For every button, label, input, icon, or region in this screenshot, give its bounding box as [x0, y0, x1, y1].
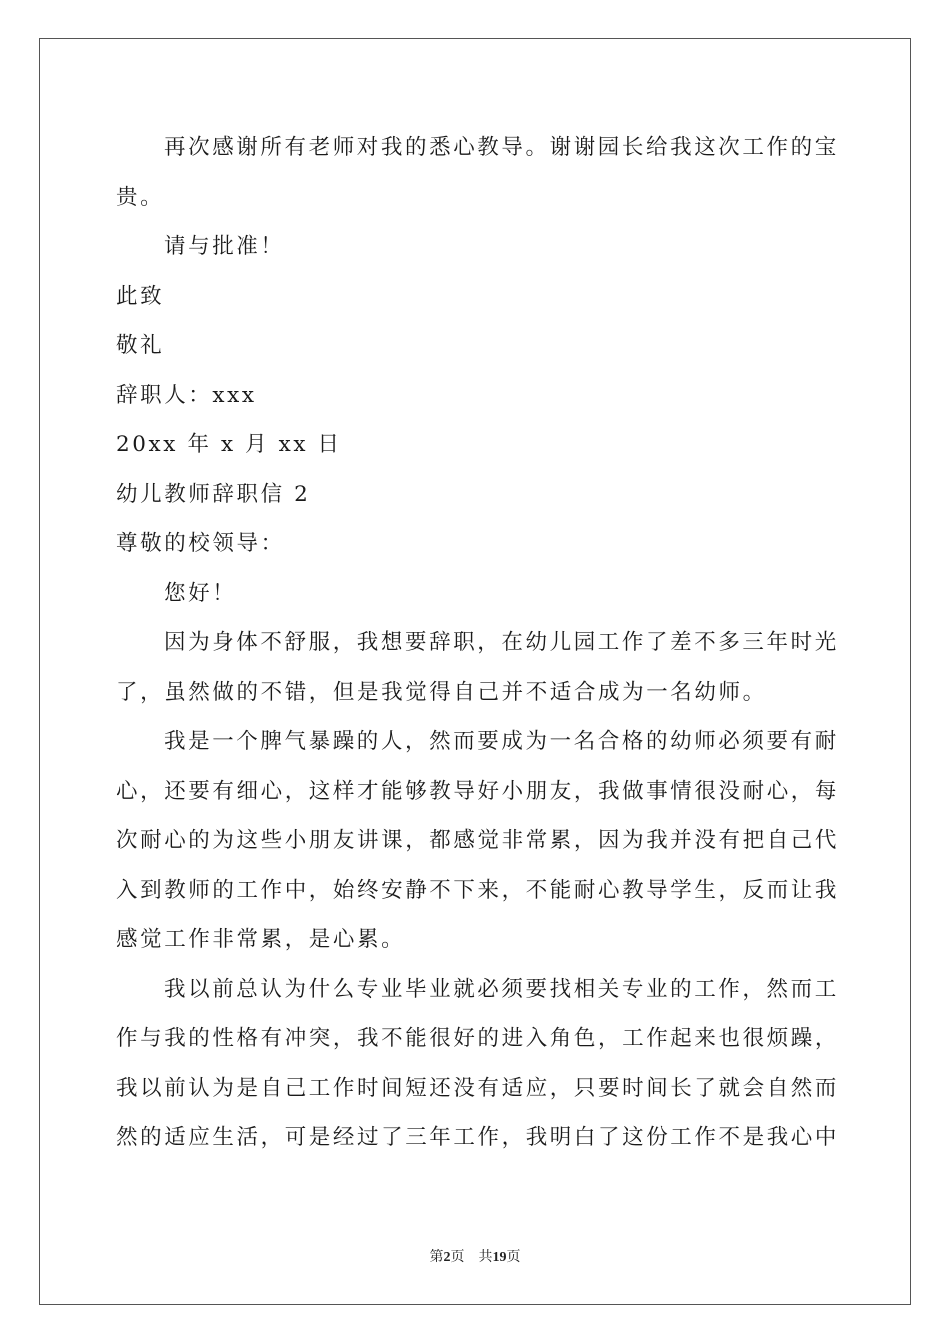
paragraph-line: 再次感谢所有老师对我的悉心教导。谢谢园长给我这次工作的宝 — [164, 135, 839, 160]
paragraph-line: 作与我的性格有冲突，我不能很好的进入角色，工作起来也很烦躁， — [116, 1026, 840, 1051]
paragraph-line: 我是一个脾气暴躁的人，然而要成为一名合格的幼师必须要有耐 — [164, 729, 839, 754]
paragraph-line: 因为身体不舒服，我想要辞职，在幼儿园工作了差不多三年时光 — [164, 630, 839, 655]
salutation-line: 此致 — [116, 283, 165, 309]
paragraph-line: 次耐心的为这些小朋友讲课，都感觉非常累，因为我并没有把自己代 — [116, 828, 840, 853]
section-title: 幼儿教师辞职信 2 — [116, 481, 311, 507]
page-footer — [0, 1246, 950, 1266]
salutation-line: 敬礼 — [116, 333, 165, 358]
greeting-line: 您好！ — [164, 580, 237, 606]
total-suffix: 页 — [506, 1249, 521, 1265]
date-line: 20xx 年 x 月 xx 日 — [116, 432, 342, 457]
paragraph-line: 然的适应生活，可是经过了三年工作，我明白了这份工作不是我心中 — [116, 1125, 840, 1150]
page-suffix: 页 — [450, 1249, 465, 1265]
paragraph-line: 入到教师的工作中，始终安静不下来，不能耐心教导学生，反而让我 — [116, 877, 840, 903]
total-prefix: 共 — [478, 1249, 493, 1265]
page-prefix: 第 — [429, 1249, 444, 1265]
page-number: 2 — [443, 1250, 451, 1265]
paragraph-line: 感觉工作非常累，是心累。 — [116, 927, 406, 952]
greeting-line: 尊敬的校领导： — [116, 531, 285, 556]
paragraph-line: 我以前认为是自己工作时间短还没有适应，只要时间长了就会自然而 — [116, 1075, 840, 1101]
paragraph-line: 了，虽然做的不错，但是我觉得自己并不适合成为一名幼师。 — [116, 679, 767, 705]
signature-line: 辞职人：xxx — [116, 382, 257, 408]
paragraph-line: 我以前总认为什么专业毕业就必须要找相关专业的工作，然而工 — [164, 976, 839, 1002]
total-pages: 19 — [492, 1250, 507, 1265]
paragraph-line: 心，还要有细心，这样才能够教导好小朋友，我做事情很没耐心，每 — [116, 778, 840, 804]
paragraph-line: 贵。 — [116, 184, 165, 210]
document-body — [116, 130, 840, 1170]
closing-request: 请与批准！ — [164, 234, 285, 259]
